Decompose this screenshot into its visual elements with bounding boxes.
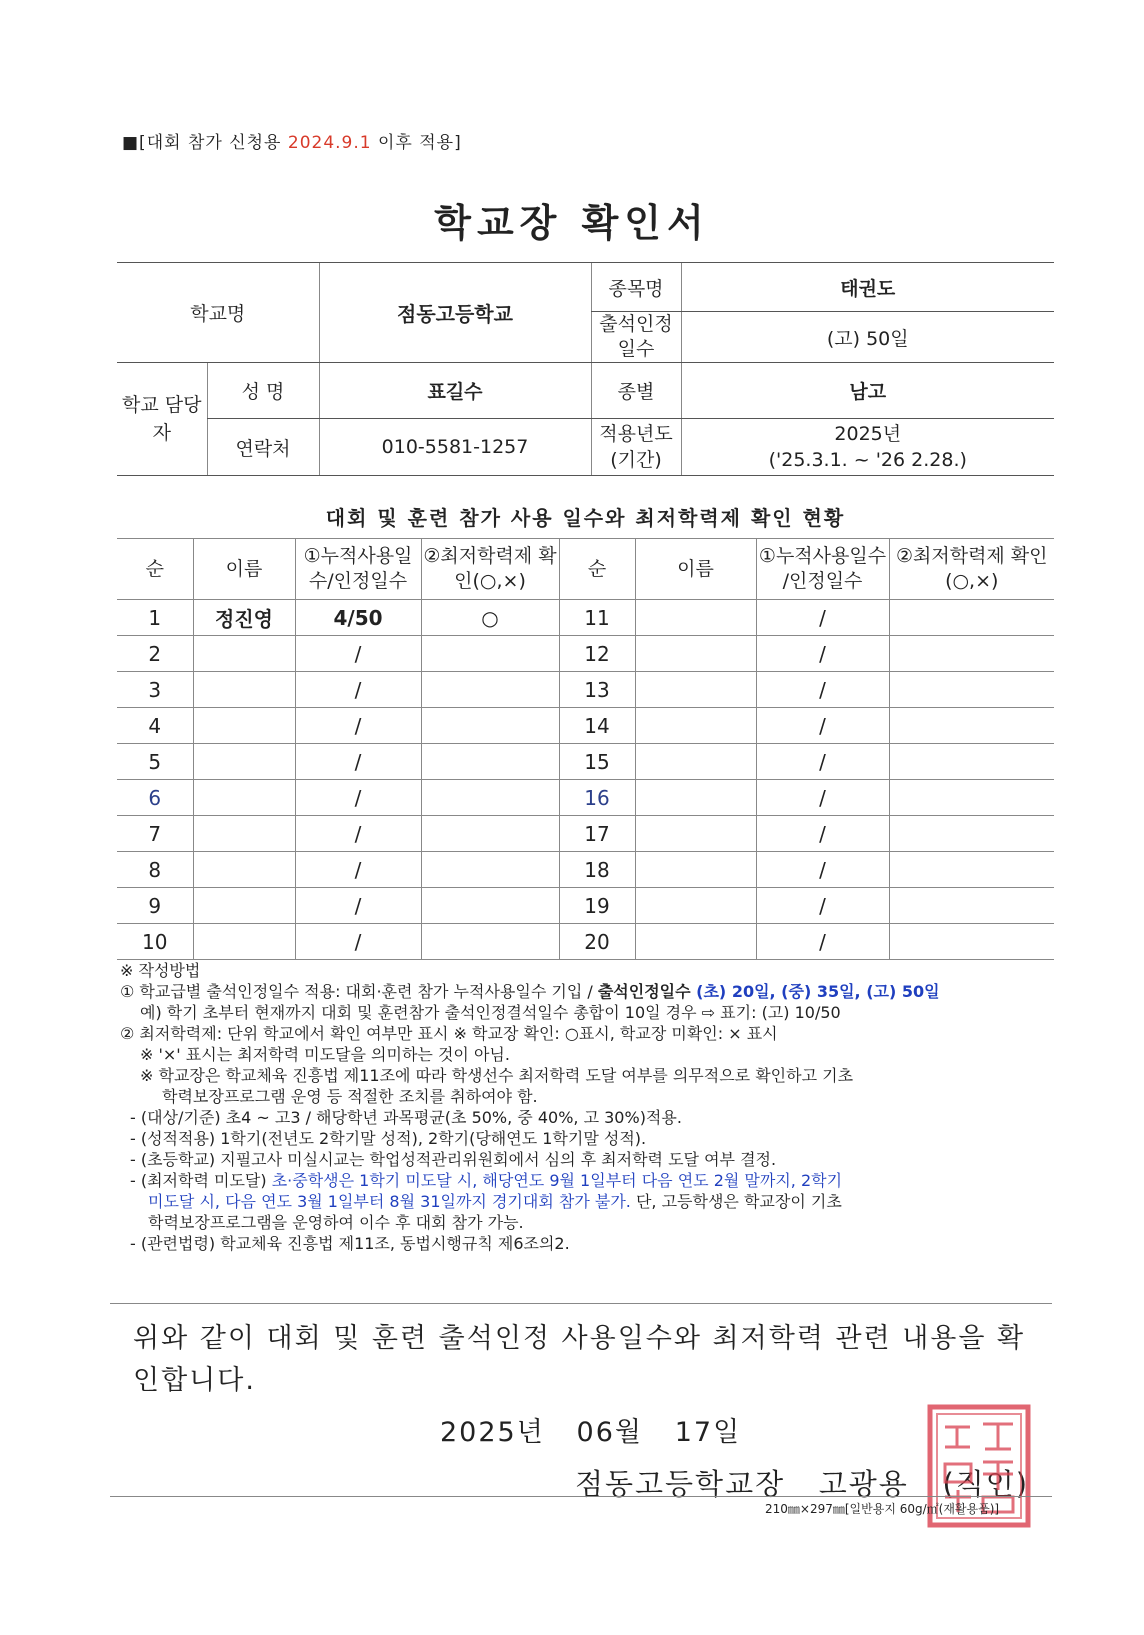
year-cell: [681, 419, 1054, 476]
used-cell: /: [756, 780, 889, 816]
type-value: 남고: [681, 363, 1054, 419]
check-cell: [889, 636, 1054, 672]
order-cell: 8: [117, 852, 193, 888]
paper-spec: 210㎜×297㎜[일반용지 60g/㎡(재활용품)]: [765, 1502, 1000, 1516]
col-header-order: 순: [559, 539, 635, 600]
table-row: [117, 708, 1054, 744]
method-line: - (성적적용) 1학기(전년도 2학기말 성적), 2학기(당해연도 1학기말 성적).: [130, 1129, 647, 1148]
year-period: ('25.3.1. ~ '26 2.28.): [768, 449, 967, 471]
table-row: [117, 888, 1054, 924]
check-cell: [889, 852, 1054, 888]
check-cell: [889, 780, 1054, 816]
order-cell: 3: [117, 672, 193, 708]
method-line: - (최저학력 미도달) 초·중학생은 1학기 미도달 시, 해당연도 9월 1일부터 다음 연도 2월 말까지, 2학기: [130, 1171, 843, 1190]
name-label: 성 명: [207, 363, 319, 419]
table-row: [117, 672, 1054, 708]
method-line: ※ '×' 표시는 최저학력 미도달을 의미하는 것이 아님.: [140, 1045, 510, 1064]
name-cell: [193, 888, 295, 924]
used-cell: /: [295, 744, 421, 780]
event-value: 태권도: [681, 263, 1054, 312]
name-cell: [635, 708, 756, 744]
method-line: 학력보장프로그램 운영 등 적절한 조치를 취하여야 함.: [162, 1087, 538, 1106]
used-cell: /: [756, 924, 889, 960]
order-cell: 18: [559, 852, 635, 888]
writing-method: [120, 960, 1050, 1254]
check-cell: [889, 888, 1054, 924]
name-cell: [193, 672, 295, 708]
days-value: (고) 50일: [681, 312, 1054, 363]
table-row: [117, 924, 1054, 960]
event-label: 종목명: [591, 263, 681, 312]
check-cell: [421, 780, 559, 816]
method-line: 미도달 시, 다음 연도 3월 1일부터 8월 31일까지 경기대회 참가 불가. 단, 고등학생은 학교장이 기초: [148, 1192, 842, 1211]
order-cell: 12: [559, 636, 635, 672]
col-header-check: ②최저학력제 확인(○,×): [889, 539, 1054, 600]
table-row: [117, 816, 1054, 852]
school-label: 학교명: [117, 263, 319, 363]
name-cell: [635, 636, 756, 672]
used-cell: /: [756, 600, 889, 636]
method-line: - (관련법령) 학교체육 진흥법 제11조, 동법시행규칙 제6조의2.: [130, 1234, 570, 1253]
used-cell: /: [756, 816, 889, 852]
name-cell: [635, 600, 756, 636]
year-value: 2025년: [834, 423, 902, 445]
method-line: ※ 학교장은 학교체육 진흥법 제11조에 따라 학생선수 최저학력 도달 여부를 의무적으로 확인하고 기초: [140, 1066, 854, 1085]
table-row: [117, 852, 1054, 888]
info-table: [117, 262, 1054, 476]
used-cell: /: [756, 672, 889, 708]
name-cell: [193, 744, 295, 780]
header-note: [122, 128, 462, 153]
check-cell: [421, 636, 559, 672]
days-label: 출석인정 일수: [591, 312, 681, 363]
status-table: [117, 538, 1054, 960]
header-note-date: 2024.9.1: [287, 133, 372, 153]
check-cell: [421, 852, 559, 888]
name-cell: [193, 924, 295, 960]
used-cell: /: [295, 816, 421, 852]
table-row: [117, 780, 1054, 816]
used-cell: /: [756, 708, 889, 744]
header-note-suffix: 이후 적용]: [371, 133, 462, 153]
order-cell: 9: [117, 888, 193, 924]
order-cell: 14: [559, 708, 635, 744]
signer: 점동고등학교장 고광용 (직인): [575, 1467, 1030, 1501]
used-cell: /: [756, 852, 889, 888]
name-cell: [635, 888, 756, 924]
check-cell: [421, 708, 559, 744]
order-cell: 6: [117, 780, 193, 816]
method-heading: ※ 작성방법: [120, 961, 201, 980]
name-cell: [635, 672, 756, 708]
name-cell: [635, 744, 756, 780]
year-label: 적용년도 (기간): [591, 419, 681, 476]
table-row: [117, 600, 1054, 636]
order-cell: 15: [559, 744, 635, 780]
check-cell: [889, 744, 1054, 780]
divider: [110, 1303, 1052, 1304]
used-cell: /: [295, 852, 421, 888]
order-cell: 16: [559, 780, 635, 816]
order-cell: 13: [559, 672, 635, 708]
used-cell: /: [295, 708, 421, 744]
type-label: 종별: [591, 363, 681, 419]
check-cell: [889, 672, 1054, 708]
order-cell: 2: [117, 636, 193, 672]
order-cell: 7: [117, 816, 193, 852]
confirm-statement: 위와 같이 대회 및 훈련 출석인정 사용일수와 최저학력 관련 내용을 확인합니다.: [133, 1323, 1026, 1396]
order-cell: 11: [559, 600, 635, 636]
used-cell: /: [756, 636, 889, 672]
method-line: ① 학교급별 출석인정일수 적용: 대회·훈련 참가 누적사용일수 기입 / 출석인정일수 (초) 20일, (중) 35일, (고) 50일: [120, 982, 940, 1001]
used-cell: /: [756, 744, 889, 780]
table-header-row: [117, 539, 1054, 600]
name-cell: [193, 780, 295, 816]
divider: [110, 1496, 1052, 1497]
check-cell: [421, 672, 559, 708]
header-note-prefix: ■[대회 참가 신청용: [122, 133, 288, 153]
check-cell: [889, 816, 1054, 852]
contact-label: 연락처: [207, 419, 319, 476]
used-cell: /: [295, 780, 421, 816]
used-cell: /: [295, 672, 421, 708]
name-cell: [193, 708, 295, 744]
order-cell: 10: [117, 924, 193, 960]
col-header-name: 이름: [635, 539, 756, 600]
col-header-used: ①누적사용일수 /인정일수: [756, 539, 889, 600]
name-cell: [193, 816, 295, 852]
manager-label: 학교 담당자: [117, 363, 207, 476]
check-cell: [889, 600, 1054, 636]
name-cell: [635, 924, 756, 960]
check-cell: [421, 888, 559, 924]
col-header-used: ①누적사용일수/인정일수: [295, 539, 421, 600]
school-value: 점동고등학교: [319, 263, 591, 363]
method-line: - (초등학교) 지필고사 미실시교는 학업성적관리위원회에서 심의 후 최저학력 도달 여부 결정.: [130, 1150, 777, 1169]
order-cell: 17: [559, 816, 635, 852]
table-row: [117, 744, 1054, 780]
used-cell: /: [295, 636, 421, 672]
name-cell: [635, 816, 756, 852]
used-cell: /: [756, 888, 889, 924]
name-cell: 정진영: [193, 600, 295, 636]
method-line: ② 최저학력제: 단위 학교에서 확인 여부만 표시 ※ 학교장 확인: ○표시, 학교장 미확인: × 표시: [120, 1024, 778, 1043]
method-line: 학력보장프로그램을 운영하여 이수 후 대회 참가 가능.: [148, 1213, 524, 1232]
order-cell: 1: [117, 600, 193, 636]
contact-value: 010-5581-1257: [319, 419, 591, 476]
check-cell: [421, 816, 559, 852]
check-cell: [421, 744, 559, 780]
order-cell: 5: [117, 744, 193, 780]
used-cell: /: [295, 888, 421, 924]
check-cell: ○: [421, 600, 559, 636]
col-header-name: 이름: [193, 539, 295, 600]
section-title: 대회 및 훈련 참가 사용 일수와 최저학력제 확인 현황: [325, 506, 846, 530]
col-header-order: 순: [117, 539, 193, 600]
check-cell: [889, 924, 1054, 960]
issue-date: 2025년 06월 17일: [440, 1417, 742, 1448]
order-cell: 4: [117, 708, 193, 744]
used-cell: /: [295, 924, 421, 960]
table-row: [117, 636, 1054, 672]
method-line: 예) 학기 초부터 현재까지 대회 및 훈련참가 출석인정결석일수 총합이 10일 경우 ⇨ 표기: (고) 10/50: [140, 1003, 841, 1022]
check-cell: [889, 708, 1054, 744]
col-header-check: ②최저학력제 확인(○,×): [421, 539, 559, 600]
name-cell: [635, 852, 756, 888]
order-cell: 20: [559, 924, 635, 960]
method-line: - (대상/기준) 초4 ~ 고3 / 해당학년 과목평균(초 50%, 중 40%, 고 30%)적용.: [130, 1108, 682, 1127]
page-title: 학교장 확인서: [434, 201, 710, 245]
check-cell: [421, 924, 559, 960]
name-value: 표길수: [319, 363, 591, 419]
used-cell: 4/50: [295, 600, 421, 636]
order-cell: 19: [559, 888, 635, 924]
name-cell: [193, 852, 295, 888]
name-cell: [193, 636, 295, 672]
name-cell: [635, 780, 756, 816]
